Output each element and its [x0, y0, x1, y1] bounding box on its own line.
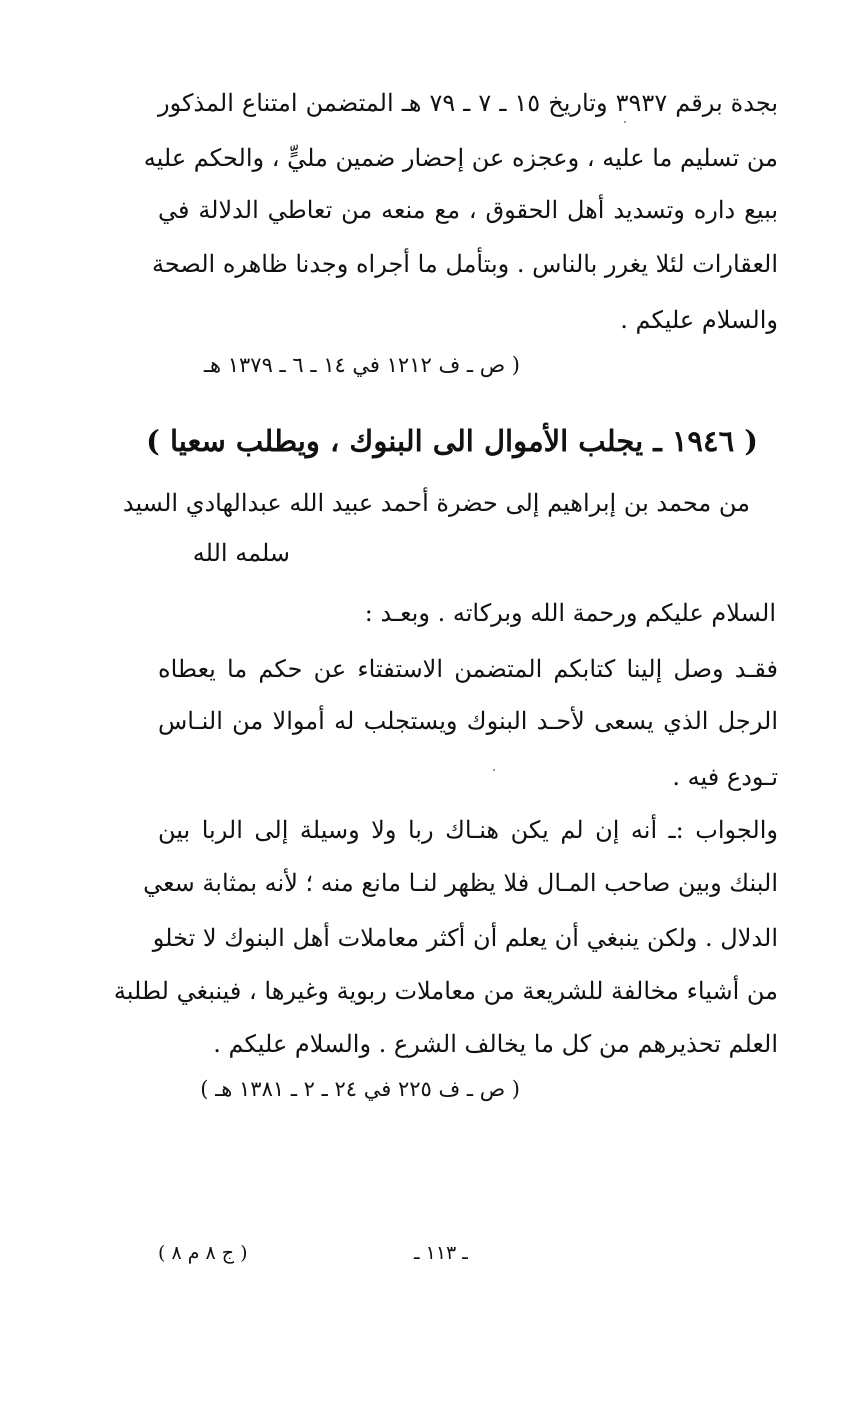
reference-citation: ( ص ـ ف ٢٢٥ في ٢٤ ـ ٢ ـ ١٣٨١ هـ )	[200, 1077, 520, 1101]
page-number: ـ ١١٣ ـ	[414, 1242, 468, 1264]
text-line: العلم تحذيرهم من كل ما يخالف الشرع . والسلام عليكم .	[213, 1030, 778, 1058]
text-line: من أشياء مخالفة للشريعة من معاملات ربوية وغيرها ، فينبغي لطلبة	[113, 977, 778, 1005]
text-line: والسلام عليكم .	[620, 306, 778, 334]
blessing-line: سلمه الله	[192, 539, 290, 567]
scan-speck	[493, 769, 495, 771]
text-line: تـودع فيه .	[672, 763, 778, 791]
scan-speck	[624, 121, 626, 123]
text-line: فقـد وصل إلينا كتابكم المتضمن الاستفتاء عن حكم ما يعطاه	[158, 655, 778, 683]
text-line: والجواب :ـ أنه إن لم يكن هنـاك ربا ولا وسيلة إلى الربا بين	[158, 816, 778, 844]
reference-citation: ( ص ـ ف ١٢١٢ في ١٤ ـ ٦ ـ ١٣٧٩ هـ	[203, 353, 520, 377]
text-line: من تسليم ما عليه ، وعجزه عن إحضار ضمين مليٍّ ، والحكم عليه	[143, 144, 778, 172]
fatwa-heading: ( ١٩٤٦ ـ يجلب الأموال الى البنوك ، ويطلب سعيا )	[146, 424, 758, 458]
volume-marker: ( ج ٨ م ٨ )	[158, 1242, 248, 1264]
text-line: العقارات لئلا يغرر بالناس . وبتأمل ما أجراه وجدنا ظاهره الصحة	[152, 250, 778, 278]
text-line: ببيع داره وتسديد أهل الحقوق ، مع منعه من تعاطي الدلالة في	[158, 196, 778, 224]
text-line: الدلال . ولكن ينبغي أن يعلم أن أكثر معاملات أهل البنوك لا تخلو	[152, 924, 778, 952]
text-line: بجدة برقم ٣٩٣٧ وتاريخ ١٥ ـ ٧ ـ ٧٩ هـ المتضمن امتناع المذكور	[158, 89, 779, 117]
sender-line: من محمد بن إبراهيم إلى حضرة أحمد عبيد الله عبدالهادي السيد	[122, 489, 750, 517]
text-line: البنك وبين صاحب المـال فلا يظهر لنـا مانع منه ؛ لأنه بمثابة سعي	[143, 869, 778, 897]
text-line: الرجل الذي يسعى لأحـد البنوك ويستجلب له أموالا من النـاس	[158, 707, 778, 735]
greeting-line: السلام عليكم ورحمة الله وبركاته . وبعـد :	[364, 599, 776, 627]
